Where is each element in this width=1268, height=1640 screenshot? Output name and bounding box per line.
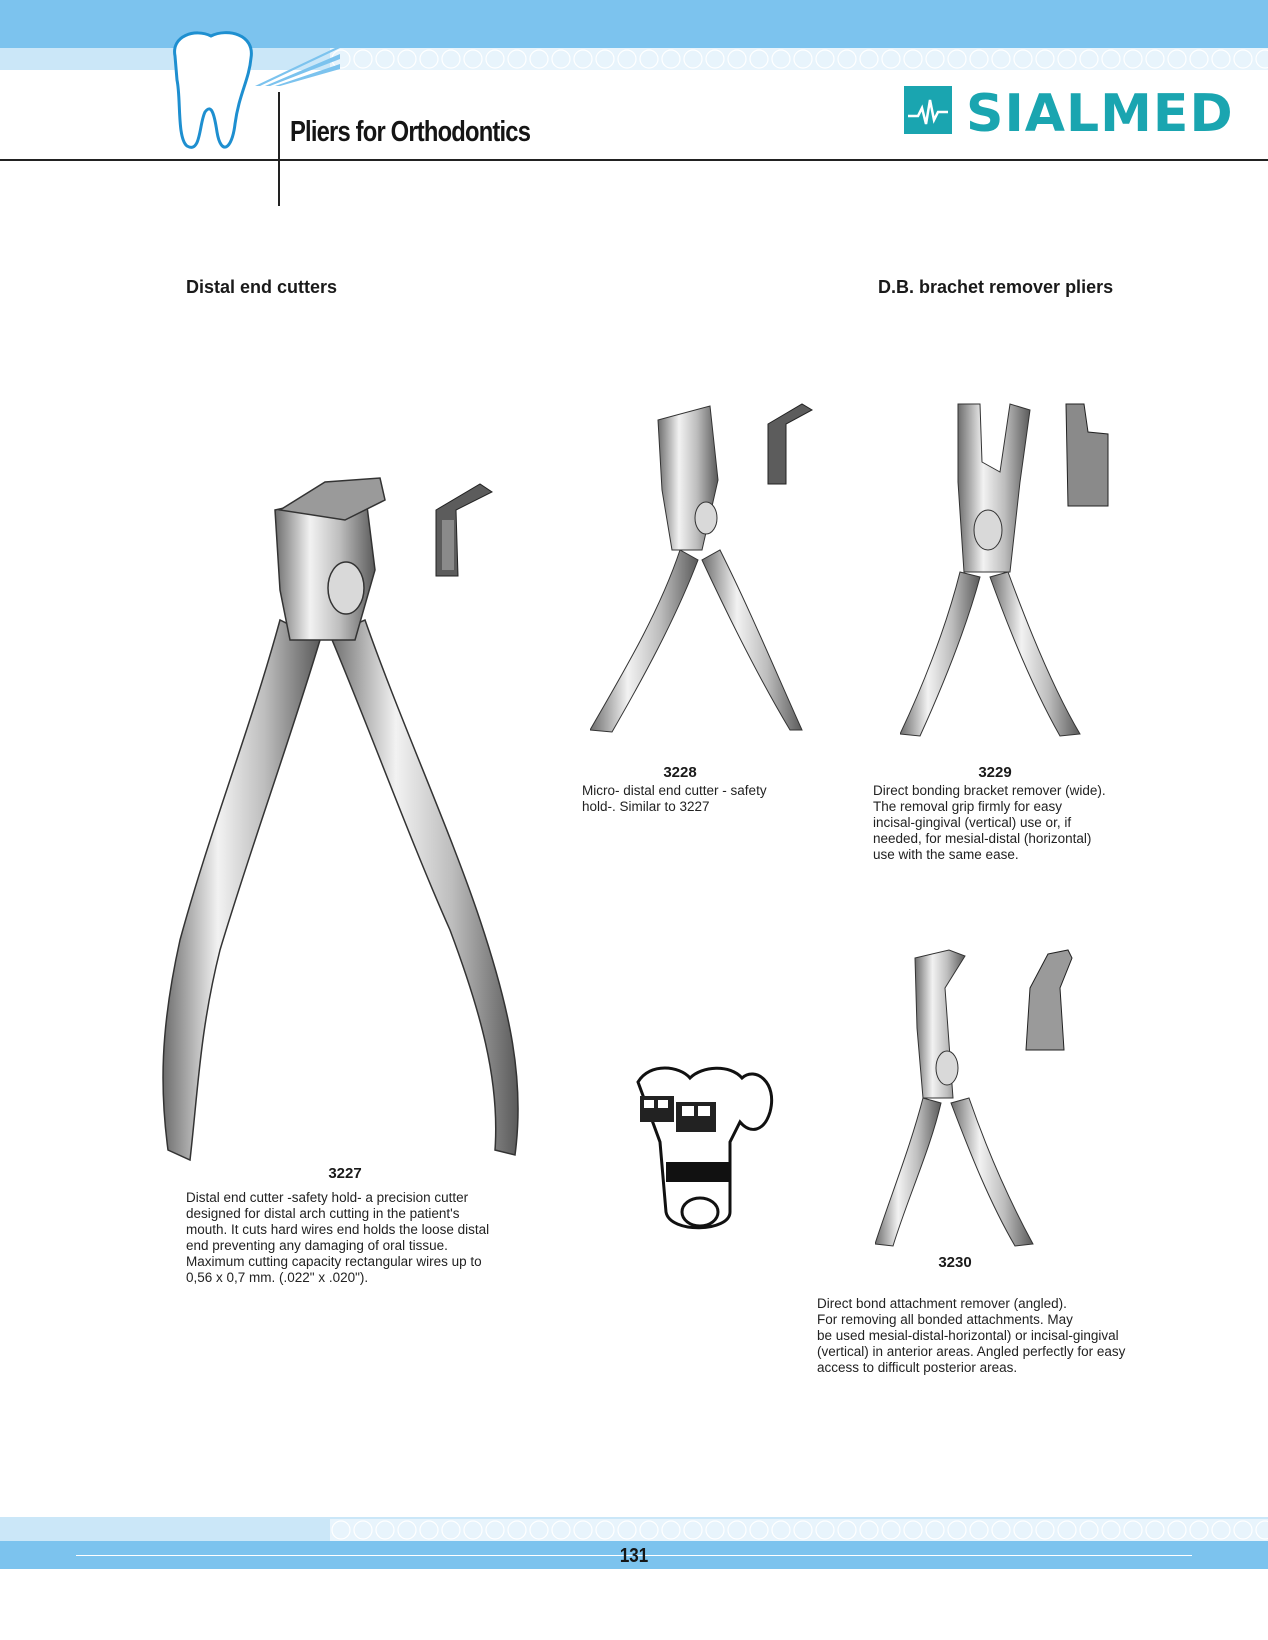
header-stripes [255, 46, 340, 86]
plier-3229-tip-image [1064, 402, 1112, 508]
teeth-illustration-image [630, 1062, 782, 1242]
footer-scallop-pattern [330, 1519, 1268, 1541]
tooth-icon [165, 28, 260, 160]
product-description: Direct bonding bracket remover (wide). The removal grip firmly for easy incisal-gingival (vertical) use or, if needed, for mesial-distal (horizontal) use with the same ease. [873, 783, 1106, 862]
product-description: Distal end cutter -safety hold- a precision cutter designed for distal arch cutting in the patient's mouth. It cuts hard wires end holds the loose distal end preventing any damaging of oral tissue. Maximum cutting capacity rectangular wires up to 0,56 x 0,7 mm. (.022" x .020"). [186, 1190, 490, 1285]
header-vertical-rule [278, 92, 280, 206]
page-number: 131 [619, 1545, 649, 1567]
brand-name: SIALMED [966, 84, 1234, 144]
product-code: 3227 [328, 1165, 362, 1182]
plier-3227-tip-image [432, 480, 494, 580]
product-code: 3230 [938, 1254, 972, 1271]
plier-3230-image [875, 948, 1035, 1248]
product-code: 3229 [978, 764, 1012, 781]
product-description: Direct bond attachment remover (angled). For removing all bonded attachments. May be used mesial-distal-horizontal) or incisal-gingival (vertical) in anterior areas. Angled perfectly for easy access to difficult posterior areas. [817, 1296, 1126, 1375]
header-rule [0, 159, 1268, 161]
product-code: 3228 [663, 764, 697, 781]
plier-3230-tip-image [1022, 948, 1074, 1052]
product-description: Micro- distal end cutter - safety hold-. Similar to 3227 [582, 783, 767, 814]
header-scallop-pattern [330, 48, 1268, 70]
section-title-db: D.B. brachet remover pliers [878, 277, 1114, 297]
plier-3229-image [900, 402, 1090, 737]
brand-logo-icon [904, 86, 952, 134]
plier-3228-tip-image [766, 402, 814, 486]
section-title-distal: Distal end cutters [186, 277, 338, 297]
page-title: Pliers for Orthodontics [290, 116, 531, 148]
